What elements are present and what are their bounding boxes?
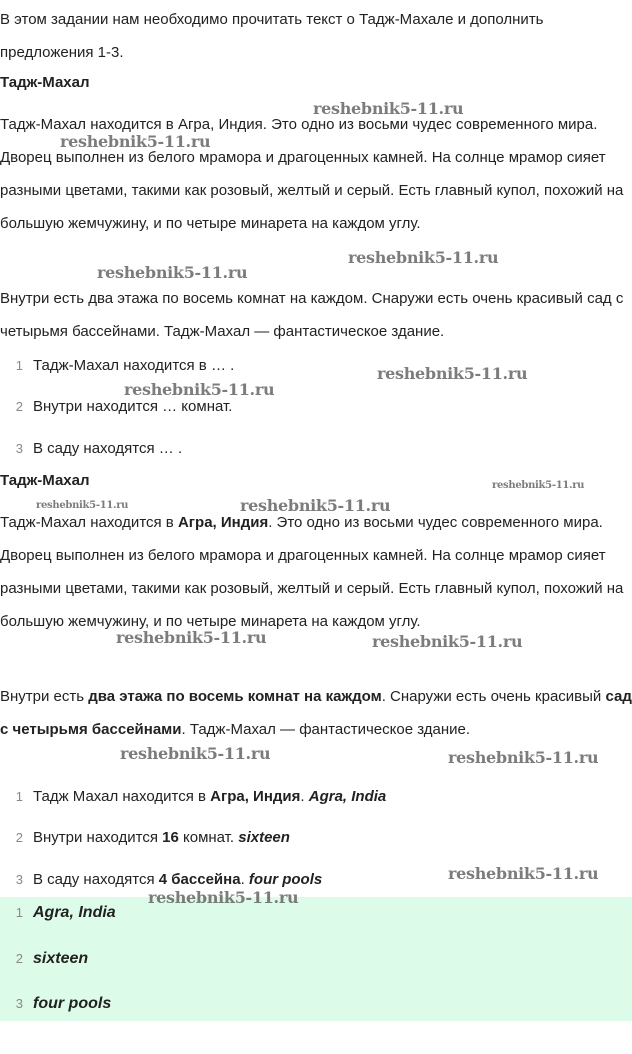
watermark: reshebnik5-11.ru — [448, 864, 599, 883]
watermark: reshebnik5-11.ru — [97, 263, 248, 282]
item-number: 2 — [15, 399, 23, 414]
english-answer: Agra, India — [308, 788, 387, 805]
highlight: Агра, Индия — [177, 514, 269, 531]
answers-box — [0, 897, 632, 1021]
list-item — [0, 828, 290, 848]
list-item — [0, 397, 232, 417]
text2-paragraph-2 — [0, 680, 632, 746]
text: . — [240, 871, 249, 888]
item-number: 1 — [15, 905, 23, 920]
watermark: reshebnik5-11.ru — [36, 500, 129, 511]
answer-item — [0, 903, 116, 923]
item-number: 3 — [15, 441, 23, 456]
highlight: Агра, Индия — [210, 788, 301, 805]
list-item — [0, 870, 322, 890]
highlight: два этажа по восемь комнат на каждом — [88, 688, 382, 705]
watermark: reshebnik5-11.ru — [348, 248, 499, 267]
text: . Тадж-Махал — фантастическое здание. — [181, 721, 471, 738]
highlight: 16 — [162, 829, 179, 846]
watermark: reshebnik5-11.ru — [492, 480, 585, 491]
text: Внутри есть — [0, 688, 89, 705]
text: . — [300, 788, 309, 805]
watermark: reshebnik5-11.ru — [116, 628, 267, 647]
item-number: 1 — [15, 358, 23, 373]
item-text: Тадж-Махал находится в … . — [33, 357, 235, 374]
watermark: reshebnik5-11.ru — [148, 888, 299, 907]
answer-text: Agra, India — [33, 904, 116, 921]
answer-item — [0, 994, 111, 1014]
list-item — [0, 439, 182, 459]
item-number: 2 — [15, 830, 23, 845]
text1-paragraph-2: Внутри есть два этажа по восемь комнат на каждом. Снаружи есть очень красивый сад с четырьмя бассейнами. Тадж-Махал — фантастическое здание. — [0, 290, 624, 340]
text1-title: Тадж-Махал — [0, 74, 90, 91]
text: Тадж Махал находится в — [33, 788, 211, 805]
watermark: reshebnik5-11.ru — [240, 496, 391, 515]
answer-text: sixteen — [33, 950, 89, 967]
watermark: reshebnik5-11.ru — [120, 744, 271, 763]
list-item — [0, 787, 386, 807]
list-item — [0, 356, 234, 376]
highlight: сад с четырьмя бассейнами — [0, 688, 632, 738]
highlight: 4 бассейна — [158, 871, 241, 888]
text2-paragraph-1 — [0, 506, 632, 638]
watermark: reshebnik5-11.ru — [377, 364, 528, 383]
watermark: reshebnik5-11.ru — [124, 380, 275, 399]
item-text: Внутри находится … комнат. — [33, 398, 233, 415]
answer-text: four pools — [33, 995, 112, 1012]
item-text: В саду находятся … . — [33, 440, 183, 457]
item-number: 2 — [15, 951, 23, 966]
text: . Это одно из восьми чудес современного мира. Дворец выполнен из белого мрамора и драгоценных камней. На солнце мрамор сияет разными цветами, такими как розовый, желтый и серый. Есть главный купол, похожий на большую жемчужину, и по четыре минарета на каждом углу. — [0, 514, 624, 630]
text1-paragraph-1: Тадж-Махал находится в Агра, Индия. Это одно из восьми чудес современного мира. Дворец выполнен из белого мрамора и драгоценных камней. На солнце мрамор сияет разными цветами, такими как розовый, желтый и серый. Есть главный купол, похожий на большую жемчужину, и по четыре минарета на каждом углу. — [0, 116, 624, 232]
watermark: reshebnik5-11.ru — [448, 748, 599, 767]
text: . Снаружи есть очень красивый — [381, 688, 606, 705]
answer-item — [0, 949, 88, 969]
text: Внутри находится — [33, 829, 163, 846]
item-number: 1 — [15, 789, 23, 804]
text: В саду находятся — [33, 871, 159, 888]
watermark: reshebnik5-11.ru — [60, 132, 211, 151]
item-number: 3 — [15, 872, 23, 887]
text2-title: Тадж-Махал — [0, 472, 90, 489]
english-answer: four pools — [248, 871, 323, 888]
intro-text: В этом задании нам необходимо прочитать текст о Тадж-Махале и дополнить предложения 1-3. — [0, 11, 544, 61]
text: Тадж-Махал находится в — [0, 514, 178, 531]
english-answer: sixteen — [238, 829, 290, 846]
watermark: reshebnik5-11.ru — [313, 99, 464, 118]
item-number: 3 — [15, 996, 23, 1011]
text: комнат. — [178, 829, 239, 846]
watermark: reshebnik5-11.ru — [372, 632, 523, 651]
